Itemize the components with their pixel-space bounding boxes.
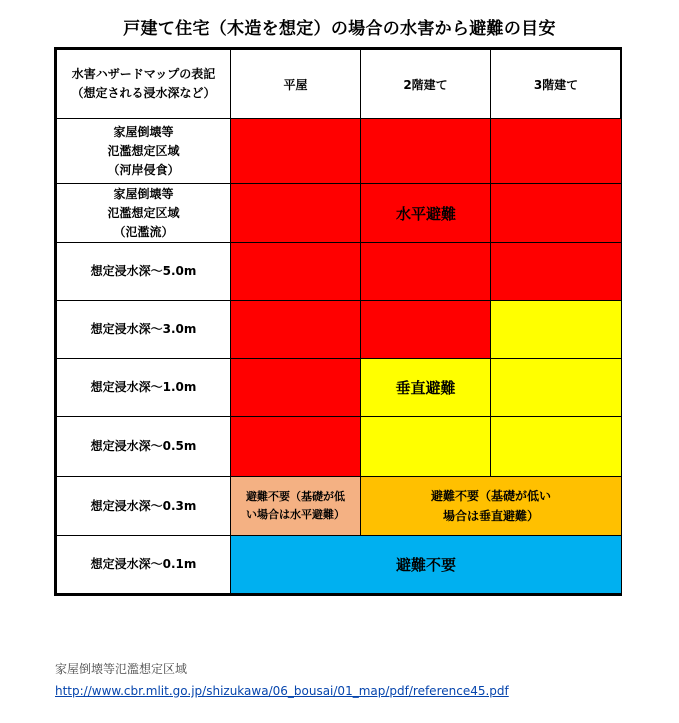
row-label-line: 氾濫想定区域 — [107, 143, 180, 158]
row-label: 想定浸水深～5.0m — [56, 242, 231, 301]
row-header-line-1: 水害ハザードマップの表記 — [71, 67, 216, 81]
cell-horizontal-evacuation — [360, 242, 491, 301]
cell-horizontal-evacuation — [360, 183, 491, 243]
cell-no-evacuation — [230, 535, 622, 594]
cell-note-line: 避難不要（基礎が低い — [430, 489, 551, 503]
cell-horizontal-evacuation — [360, 118, 491, 184]
row-label: 想定浸水深～0.1m — [56, 535, 231, 594]
cell-vertical-evacuation — [490, 416, 622, 477]
cell-horizontal-evacuation — [490, 183, 622, 243]
cell-horizontal-evacuation — [230, 118, 361, 184]
row-label-line: （氾濫流） — [113, 224, 174, 239]
row-label-line: 氾濫想定区域 — [107, 205, 180, 220]
cell-horizontal-evacuation — [360, 300, 491, 359]
cell-horizontal-evacuation — [490, 242, 622, 301]
column-header-3story: 3階建て — [490, 49, 622, 119]
source-link[interactable]: http://www.cbr.mlit.go.jp/shizukawa/06_bousai/01_map/pdf/reference45.pdf — [55, 684, 509, 698]
cell-note-line: 場合は垂直避難） — [442, 509, 539, 523]
row-label-line: 家屋倒壊等 — [113, 186, 174, 201]
row-label — [56, 183, 231, 243]
cell-vertical-evacuation — [360, 416, 491, 477]
cell-no-evacuation-low-foundation-vertical — [360, 476, 622, 536]
cell-horizontal-evacuation — [230, 242, 361, 301]
evacuation-table — [54, 47, 622, 596]
row-label-line: （河岸侵食） — [107, 162, 180, 177]
cell-horizontal-evacuation — [230, 300, 361, 359]
page-title: 戸建て住宅（木造を想定）の場合の水害から避難の目安 — [123, 19, 556, 39]
row-label: 想定浸水深～0.5m — [56, 416, 231, 477]
cell-vertical-evacuation — [360, 358, 491, 417]
cell-horizontal-evacuation — [230, 183, 361, 243]
column-header-1story: 平屋 — [230, 49, 361, 119]
column-header-2story: 2階建て — [360, 49, 491, 119]
row-label — [56, 118, 231, 184]
cell-no-evacuation-low-foundation-horizontal — [230, 476, 361, 536]
cell-note-line: 避難不要（基礎が低 — [246, 490, 345, 503]
vertical-evacuation-label: 垂直避難 — [395, 379, 456, 397]
cell-vertical-evacuation — [490, 358, 622, 417]
horizontal-evacuation-label: 水平避難 — [395, 204, 456, 223]
row-label: 想定浸水深～1.0m — [56, 358, 231, 417]
row-header-line-2: （想定される浸水深など） — [71, 86, 216, 100]
row-label: 想定浸水深～0.3m — [56, 476, 231, 536]
cell-note-line: い場合は水平避難） — [246, 508, 345, 521]
cell-horizontal-evacuation — [230, 358, 361, 417]
cell-horizontal-evacuation — [490, 118, 622, 184]
source-label: 家屋倒壊等氾濫想定区域 — [55, 662, 188, 676]
row-label: 想定浸水深～3.0m — [56, 300, 231, 359]
row-label-line: 家屋倒壊等 — [113, 124, 174, 139]
row-header-cell — [56, 49, 231, 119]
cell-vertical-evacuation — [490, 300, 622, 359]
no-evacuation-label: 避難不要 — [395, 556, 456, 574]
cell-horizontal-evacuation — [230, 416, 361, 477]
